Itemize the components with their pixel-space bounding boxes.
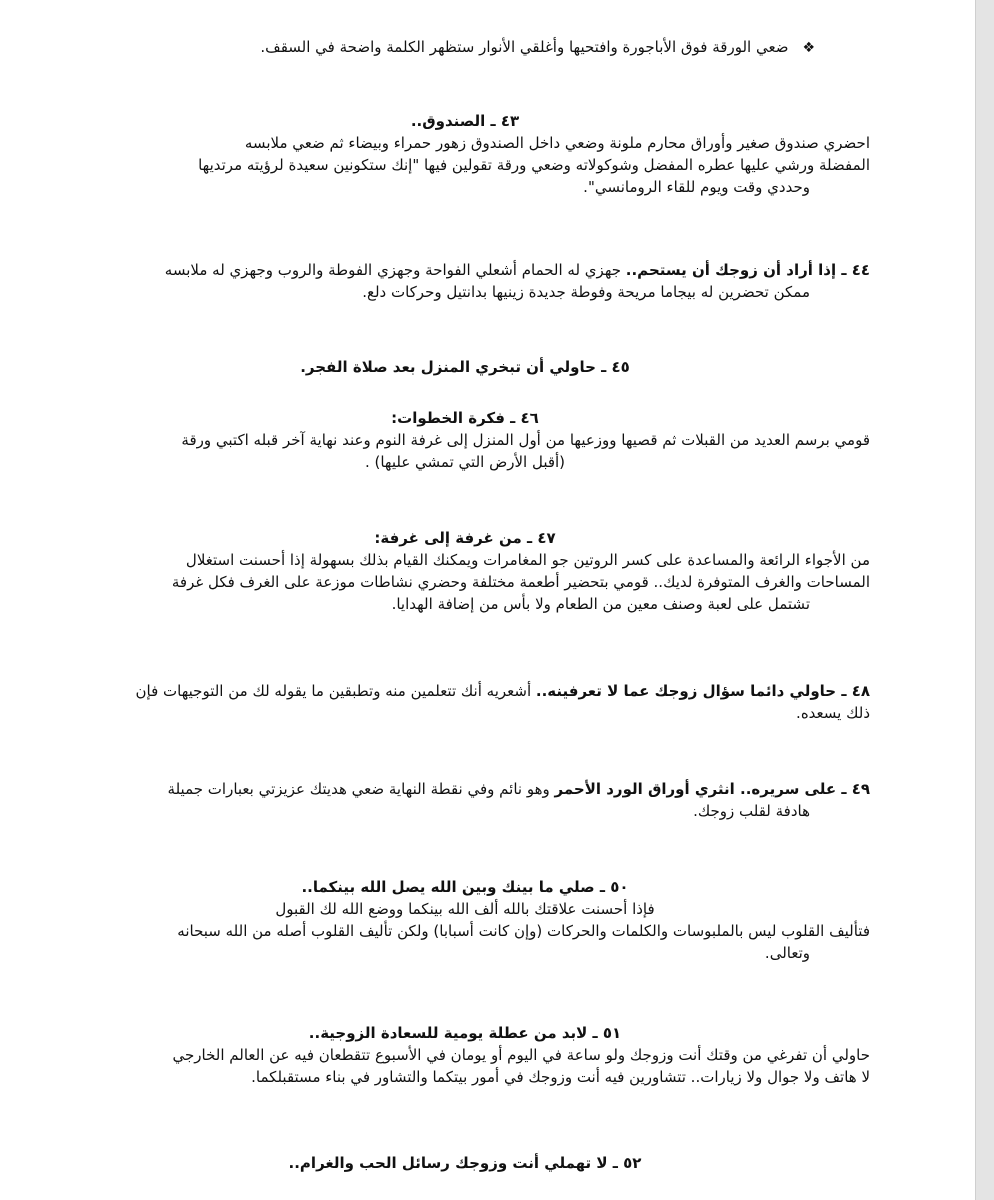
item-45 [60,356,870,378]
item-51-line-2: لا هاتف ولا جوال ولا زيارات.. تتشاورين فيه أنت وزوجك في أمور بيتكما والتشاور في بناء مستقبلكما. [251,1068,870,1086]
item-51-title: ٥١ ـ لابد من عطلة يومية للسعادة الزوجية.. [308,1024,622,1042]
item-47-line-3: تشتمل على لعبة وصنف معين من الطعام ولا بأس من إضافة الهدايا. [391,595,810,613]
item-46-line-2: (أقبل الأرض التي تمشي عليها) . [364,453,566,471]
bullet-paragraph [60,36,870,59]
item-43-title: ٤٣ ـ الصندوق.. [410,112,520,130]
item-49-line-2: هادفة لقلب زوجك. [693,802,810,820]
item-43-line-2: المفضلة ورشي عليها عطره المفضل وشوكولاته وضعي ورقة تقولين فيها "إنك ستكونين سعيدة لرؤيته مرتديها [198,156,870,174]
item-49 [60,778,870,822]
item-51 [60,1022,870,1088]
item-47 [60,527,870,615]
item-50-line-2: فتأليف القلوب ليس بالملبوسات والكلمات والحركات (وإن كانت أسبابا) ولكن تأليف القلوب أصله من الله سبحانه [177,922,870,940]
viewer-side-panel [976,0,994,1200]
item-44-line-1 [60,259,870,281]
item-44-line-2: ممكن تحضرين له بيجاما مريحة وفوطة جديدة زينيها بدانتيل وحركات دلع. [362,283,810,301]
bullet-text: ضعي الورقة فوق الأباجورة وافتحيها وأغلقي الأنوار ستظهر الكلمة واضحة في السقف. [260,38,789,56]
item-50 [60,876,870,964]
item-47-title: ٤٧ ـ من غرفة إلى غرفة: [374,529,556,547]
item-43 [60,110,870,198]
bullet-line [60,36,870,59]
item-49-line-1 [60,778,870,800]
item-43-line-1: احضري صندوق صغير وأوراق محارم ملونة وضعي داخل الصندوق زهور حمراء وبيضاء ثم ضعي ملابسه [244,134,870,152]
item-45-title: ٤٥ ـ حاولي أن تبخري المنزل بعد صلاة الفجر. [300,358,630,376]
item-52-title: ٥٢ ـ لا تهملي أنت وزوجك رسائل الحب والغرام.. [288,1154,642,1172]
item-47-line-2: المساحات والغرف المتوفرة لديك.. قومي بتحضير أطعمة مختلفة وحضري نشاطات موزعة على الغرف فكل غرفة [171,573,870,591]
item-49-title: ٤٩ ـ على سريره.. انثري أوراق الورد الأحمر [554,780,870,798]
item-48 [60,680,870,724]
item-52 [60,1152,870,1174]
item-47-line-1: من الأجواء الرائعة والمساعدة على كسر الروتين جو المغامرات ويمكنك القيام بذلك بسهولة إذا أحسنت استغلال [185,551,870,569]
item-46-title: ٤٦ ـ فكرة الخطوات: [391,409,539,427]
item-48-title: ٤٨ ـ حاولي دائما سؤال زوجك عما لا تعرفينه.. [535,682,870,700]
item-48-line-2: ذلك يسعده. [796,704,870,722]
item-50-line-1: فإذا أحسنت علاقتك بالله ألف الله بينكما ووضع الله لك القبول [275,900,655,918]
item-46-line-1: قومي برسم العديد من القبلات ثم قصيها ووزعيها من أول المنزل إلى غرفة النوم وعند نهاية آخر قبله اكتبي ورقة [181,431,870,449]
item-43-line-3: وحددي وقت ويوم للقاء الرومانسي". [583,178,810,196]
item-44 [60,259,870,303]
item-49-text: وهو نائم وفي نقطة النهاية ضعي هديتك عزيزتي بعبارات جميلة [167,780,555,798]
item-48-line-1 [60,680,870,702]
item-51-line-1: حاولي أن تفرغي من وقتك أنت وزوجك ولو ساعة في اليوم أو يومان في الأسبوع تتقطعان فيه عن العالم الخارجي [172,1046,870,1064]
item-50-title: ٥٠ ـ صلي ما بينك وبين الله يصل الله بينكما.. [301,878,629,896]
item-46 [60,407,870,473]
diamond-bullet-icon: ❖ [802,40,815,56]
item-44-text: جهزي له الحمام أشعلي الفواحة وجهزي الفوطة والروب وجهزي له ملابسه [164,261,626,279]
item-50-line-3: وتعالى. [764,944,810,962]
item-44-title: ٤٤ ـ إذا أراد أن زوجك أن يستحم.. [625,261,870,279]
item-48-text: أشعريه أنك تتعلمين منه وتطبقين ما يقوله لك من التوجيهات فإن [135,682,536,700]
